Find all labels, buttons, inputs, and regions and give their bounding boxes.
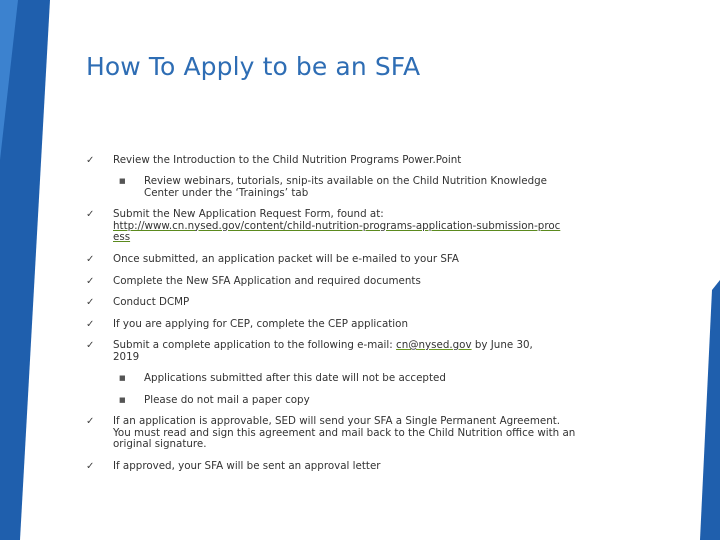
list-item: ✓ Review the Introduction to the Child Nutrition Programs Power.Point [86, 154, 462, 166]
square-bullet-icon: ■ [119, 396, 126, 404]
list-item: ✓ Complete the New SFA Application and required documents [86, 275, 421, 287]
checkmark-icon: ✓ [86, 416, 95, 427]
checkmark-icon: ✓ [86, 461, 95, 472]
checkmark-icon: ✓ [86, 276, 95, 287]
page-title: How To Apply to be an SFA [86, 52, 421, 81]
list-item: ✓ If an application is approvable, SED will send your SFA a Single Permanent Agreement. You must read and sign this agreement and mail back to the Child Nutrition office with an original signature. [86, 415, 576, 450]
list-item: ✓ If approved, your SFA will be sent an approval letter [86, 460, 381, 472]
sub-list-item: ■ Applications submitted after this date will not be accepted [119, 372, 446, 384]
square-bullet-icon: ■ [119, 177, 126, 185]
sub-list-item: ■ Please do not mail a paper copy [119, 394, 310, 406]
right-blue-band [700, 280, 720, 540]
list-item: ✓ If you are applying for CEP, complete the CEP application [86, 318, 408, 330]
list-item: ✓ Conduct DCMP [86, 296, 190, 308]
checkmark-icon: ✓ [86, 297, 95, 308]
list-item: ✓ Once submitted, an application packet will be e-mailed to your SFA [86, 253, 459, 265]
application-request-link[interactable]: http://www.cn.nysed.gov/content/child-nutrition-programs-application-submission-process [113, 219, 561, 243]
square-bullet-icon: ■ [119, 374, 126, 382]
checkmark-icon: ✓ [86, 254, 95, 265]
list-item: ✓ Submit a complete application to the following e-mail: cn@nysed.gov by June 30, 2019 [86, 339, 533, 363]
sub-list-item: ■ Review webinars, tutorials, snip-its available on the Child Nutrition Knowledge Center under the ‘Trainings’ tab [119, 175, 547, 199]
email-link[interactable]: cn@nysed.gov [396, 339, 472, 351]
checkmark-icon: ✓ [86, 209, 95, 220]
checkmark-icon: ✓ [86, 155, 95, 166]
list-item: ✓ Submit the New Application Request Form, found at: http://www.cn.nysed.gov/content/child-nutrition-programs-application-submission-process [86, 208, 561, 243]
checkmark-icon: ✓ [86, 319, 95, 330]
checkmark-icon: ✓ [86, 340, 95, 351]
